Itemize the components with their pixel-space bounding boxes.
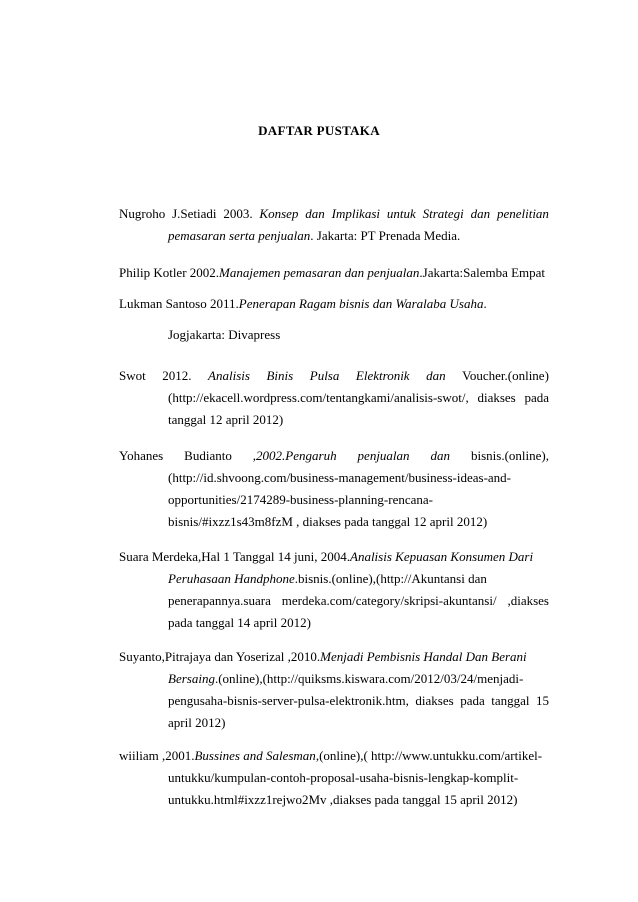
reference-entry-continuation xyxy=(119,324,549,346)
ref-text: .bisnis.(online),(http://Akuntansi dan xyxy=(294,571,487,586)
reference-line: untukku/kumpulan-contoh-proposal-usaha-bisnis-lengkap-komplit- xyxy=(168,770,519,785)
reference-line xyxy=(119,546,549,568)
ref-word: Implikasi xyxy=(331,206,380,221)
ref-text: Philip Kotler 2002. xyxy=(119,265,220,280)
reference-line xyxy=(119,646,549,668)
ref-word: J.Setiadi xyxy=(172,206,217,221)
reference-line: bisnis/#ixzz1s43m8fzM , diakses pada tanggal 12 april 2012) xyxy=(168,514,488,529)
reference-line xyxy=(119,745,549,767)
ref-italic: Peruhasaan Handphone xyxy=(168,571,295,586)
reference-line: (http://id.shvoong.com/business-management/business-ideas-and- xyxy=(168,470,511,485)
reference-line xyxy=(119,262,549,284)
reference-line: untukku.html#ixzz1rejwo2Mv ,diakses pada tanggal 15 april 2012) xyxy=(168,792,518,807)
ref-word: penerapannya.suara xyxy=(168,593,271,608)
reference-line xyxy=(119,668,549,690)
reference-line xyxy=(119,365,549,387)
ref-italic: Menjadi Pembisnis Handal Dan Berani xyxy=(320,649,527,664)
ref-italic: Analisis Kepuasan Konsumen Dari xyxy=(350,549,534,564)
ref-word: Binis xyxy=(266,368,294,383)
reference-line xyxy=(119,445,549,467)
ref-word: Yohanes xyxy=(119,448,164,463)
ref-word: diakses xyxy=(415,693,454,708)
reference-entry xyxy=(119,203,549,247)
ref-word: Pulsa xyxy=(309,368,340,383)
page-title: DAFTAR PUSTAKA xyxy=(258,123,380,138)
reference-line xyxy=(119,568,549,590)
ref-word: penelitian xyxy=(496,206,549,221)
reference-entry xyxy=(119,546,549,634)
ref-italic: Penerapan Ragam bisnis dan Waralaba Usaha xyxy=(238,296,484,311)
ref-word: pada xyxy=(460,693,485,708)
ref-word: (http://ekacell.wordpress.com/tentangkami/analisis-swot/, xyxy=(168,390,469,405)
ref-word: 2012. xyxy=(162,368,192,383)
ref-word: dan xyxy=(305,206,325,221)
ref-text: Suyanto,Pitrajaya dan Yoserizal ,2010. xyxy=(119,649,321,664)
reference-line xyxy=(119,387,549,409)
reference-line: opportunities/2174289-business-planning-rencana- xyxy=(168,492,433,507)
ref-word: ,2002.Pengaruh xyxy=(252,448,337,463)
reference-line xyxy=(119,590,549,612)
ref-italic: Bersaing xyxy=(168,671,215,686)
ref-word: Voucher.(online) xyxy=(462,368,549,383)
ref-text: Suara Merdeka,Hal 1 Tanggal 14 juni, 2004. xyxy=(119,549,350,564)
ref-word: Swot xyxy=(119,368,146,383)
ref-text: . Jakarta: PT Prenada Media. xyxy=(310,228,461,243)
reference-entry xyxy=(119,365,549,431)
ref-word: ,diakses xyxy=(507,593,549,608)
ref-text: .(online),(http://quiksms.kiswara.com/2012/03/24/menjadi- xyxy=(214,671,524,686)
ref-word: 2003. xyxy=(223,206,253,221)
reference-entry xyxy=(119,262,549,284)
ref-word: penjualan xyxy=(357,448,410,463)
ref-text: .Jakarta:Salemba Empat xyxy=(419,265,546,280)
ref-word: Elektronik xyxy=(355,368,410,383)
reference-entry xyxy=(119,445,549,533)
reference-line: pada tanggal 14 april 2012) xyxy=(168,615,311,630)
ref-italic: Manajemen pemasaran dan penjualan xyxy=(219,265,420,280)
ref-text: Lukman Santoso 2011. xyxy=(119,296,239,311)
ref-word: untuk xyxy=(386,206,416,221)
ref-word: dan xyxy=(426,368,446,383)
reference-line: Jogjakarta: Divapress xyxy=(168,327,281,342)
ref-word: diakses xyxy=(477,390,516,405)
reference-line: tanggal 12 april 2012) xyxy=(168,412,284,427)
reference-entry xyxy=(119,646,549,734)
ref-word: Analisis xyxy=(208,368,250,383)
ref-word: dan xyxy=(470,206,491,221)
reference-line xyxy=(119,690,549,712)
ref-word: Nugroho xyxy=(119,206,166,221)
reference-entry xyxy=(119,293,549,315)
ref-word: dan xyxy=(430,448,451,463)
ref-word: Budianto xyxy=(184,448,232,463)
ref-italic: pemasaran serta penjualan xyxy=(168,228,311,243)
ref-word: bisnis.(online), xyxy=(470,448,549,463)
ref-italic: Bussines and Salesman xyxy=(194,748,316,763)
reference-entry xyxy=(119,745,549,811)
reference-line: april 2012) xyxy=(168,715,226,730)
ref-text: wiiliam ,2001. xyxy=(119,748,195,763)
reference-line xyxy=(119,203,549,225)
ref-word: pada xyxy=(524,390,549,405)
reference-line xyxy=(119,225,549,247)
reference-line xyxy=(119,293,549,315)
ref-word: tanggal xyxy=(491,693,530,708)
ref-word: Konsep xyxy=(259,206,299,221)
ref-text: ,(online),( http://www.untukku.com/artikel- xyxy=(315,748,543,763)
ref-text: . xyxy=(483,296,487,311)
ref-word: merdeka.com/category/skripsi-akuntansi/ xyxy=(281,593,497,608)
ref-word: 15 xyxy=(536,693,549,708)
ref-word: pengusaha-bisnis-server-pulsa-elektronik.htm, xyxy=(168,693,409,708)
ref-word: Strategi xyxy=(422,206,464,221)
